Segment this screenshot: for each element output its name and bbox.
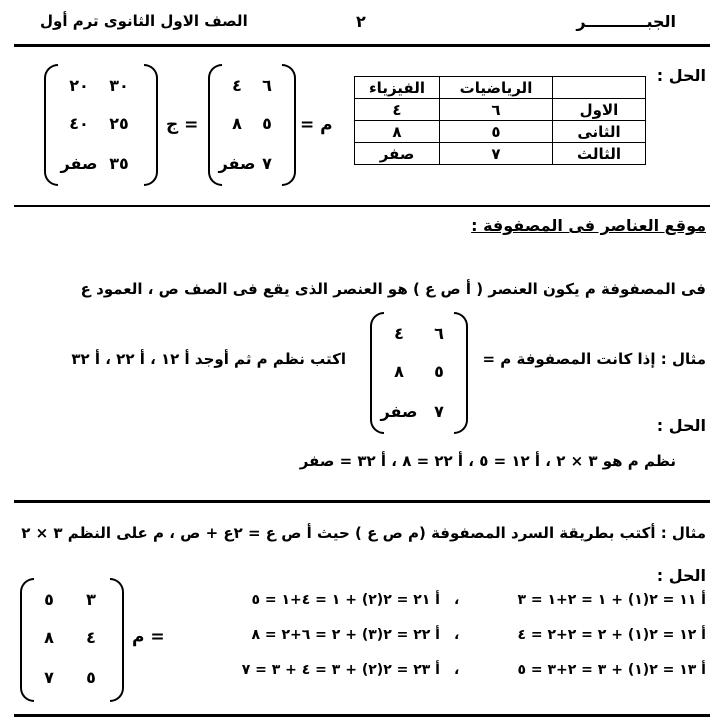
table-row xyxy=(355,121,646,143)
example2-left-row-2: أ ٢٢ = ٢(٣) + ٢ = ٦+٢ = ٨ xyxy=(251,627,440,643)
example2-text: مثال : أكتب بطريقة السرد المصفوفة (م ص ع ) حيث أ ص ع = ٢ع + ص ، م على النظم ٣ × ٢ xyxy=(21,524,706,542)
example2-right-row-2: أ ١٢ = ٢(١) + ٢ = ٢+٢ = ٤ xyxy=(517,627,706,643)
matrix-cell: ٧ xyxy=(434,402,444,421)
matrix-j xyxy=(44,64,158,186)
matrix-cell: ٥ xyxy=(44,590,54,609)
example2-matrix xyxy=(20,578,124,702)
example2-right-row-1: أ ١١ = ٢(١) + ١ = ٢+١ = ٣ xyxy=(517,592,706,608)
matrix-cell: صفر xyxy=(218,154,256,173)
matrix-cell: ٨ xyxy=(44,628,54,647)
header-subject: الجبـــــــــــر xyxy=(576,12,676,31)
matrix-cell: ٢٠ xyxy=(69,76,89,95)
matrix-cell: ٤ xyxy=(394,324,404,343)
example2-left-row-3: أ ٢٣ = ٢(٢) + ٣ = ٤ + ٣ = ٧ xyxy=(241,662,440,678)
definition-text: فى المصفوفة م يكون العنصر ( أ ص ع ) هو العنصر الذى يقع فى الصف ص ، العمود ع xyxy=(80,280,706,298)
example1-task: اكتب نظم م ثم أوجد أ ١٢ ، أ ٢٢ ، أ ٣٢ xyxy=(71,350,346,368)
divider-2 xyxy=(14,500,710,503)
matrix-cell: ٦ xyxy=(262,76,272,95)
matrix-cell: ٢٥ xyxy=(109,114,129,133)
matrix-cell: ٧ xyxy=(262,154,272,173)
grades-table xyxy=(354,76,646,165)
matrix-m-label: م = xyxy=(300,115,333,135)
header-grade: الصف الاول الثانوى ترم أول xyxy=(40,12,248,30)
table-cell: الثانى xyxy=(553,121,646,143)
table-cell: ٥ xyxy=(440,121,553,143)
matrix-cell: صفر xyxy=(60,154,98,173)
table-cell: ٨ xyxy=(355,121,440,143)
example2-comma-3: ، xyxy=(454,662,460,678)
table-cell: ٤ xyxy=(355,99,440,121)
table-cell: ٧ xyxy=(440,143,553,165)
example2-matrix-label: = م xyxy=(132,627,165,647)
table-row xyxy=(355,99,646,121)
table-header-physics: الفيزياء xyxy=(355,77,440,99)
table-header-math: الرياضيات xyxy=(440,77,553,99)
matrix-cell: ٨ xyxy=(232,114,242,133)
matrix-cell: صفر xyxy=(380,402,418,421)
matrix-cell: ٥ xyxy=(434,362,444,381)
table-header-empty xyxy=(553,77,646,99)
matrix-cell: ٣ xyxy=(86,590,96,609)
divider-bottom xyxy=(14,714,710,717)
matrix-cell: ٥ xyxy=(86,668,96,687)
table-row xyxy=(355,143,646,165)
example1-solution: نظم م هو ٣ × ٢ ، أ ١٢ = ٥ ، أ ٢٢ = ٨ ، أ ٣٢ = صفر xyxy=(299,452,676,470)
matrix-cell: ٣٠ xyxy=(109,76,129,95)
matrix-j-label: = ج xyxy=(166,115,199,135)
header-page-number: ٢ xyxy=(356,12,366,31)
solution-label-2: الحل : xyxy=(656,416,706,435)
solution-label-3: الحل : xyxy=(656,566,706,585)
example1-matrix xyxy=(370,312,468,434)
matrix-cell: ٤٠ xyxy=(69,114,89,133)
table-header-row xyxy=(355,77,646,99)
example2-comma-1: ، xyxy=(454,592,460,608)
matrix-cell: ٣٥ xyxy=(109,154,129,173)
example2-comma-2: ، xyxy=(454,627,460,643)
example2-left-row-1: أ ٢١ = ٢(٢) + ١ = ٤+١ = ٥ xyxy=(251,592,440,608)
matrix-cell: ٧ xyxy=(44,668,54,687)
matrix-cell: ٤ xyxy=(232,76,242,95)
divider-1 xyxy=(14,205,710,207)
matrix-cell: ٥ xyxy=(262,114,272,133)
matrix-m xyxy=(208,64,296,186)
table-cell: الثالث xyxy=(553,143,646,165)
matrix-right-bracket xyxy=(144,64,158,186)
section-title: موقع العناصر فى المصفوفة : xyxy=(471,216,706,235)
example1-text: مثال : إذا كانت المصفوفة م = xyxy=(482,350,706,368)
table-cell: صفر xyxy=(355,143,440,165)
matrix-cell: ٦ xyxy=(434,324,444,343)
matrix-cell: ٤ xyxy=(86,628,96,647)
divider-top xyxy=(14,44,710,47)
example2-right-row-3: أ ١٣ = ٢(١) + ٣ = ٢+٣ = ٥ xyxy=(517,662,706,678)
solution-label-1: الحل : xyxy=(656,66,706,85)
table-cell: ٦ xyxy=(440,99,553,121)
table-cell: الاول xyxy=(553,99,646,121)
matrix-cell: ٨ xyxy=(394,362,404,381)
